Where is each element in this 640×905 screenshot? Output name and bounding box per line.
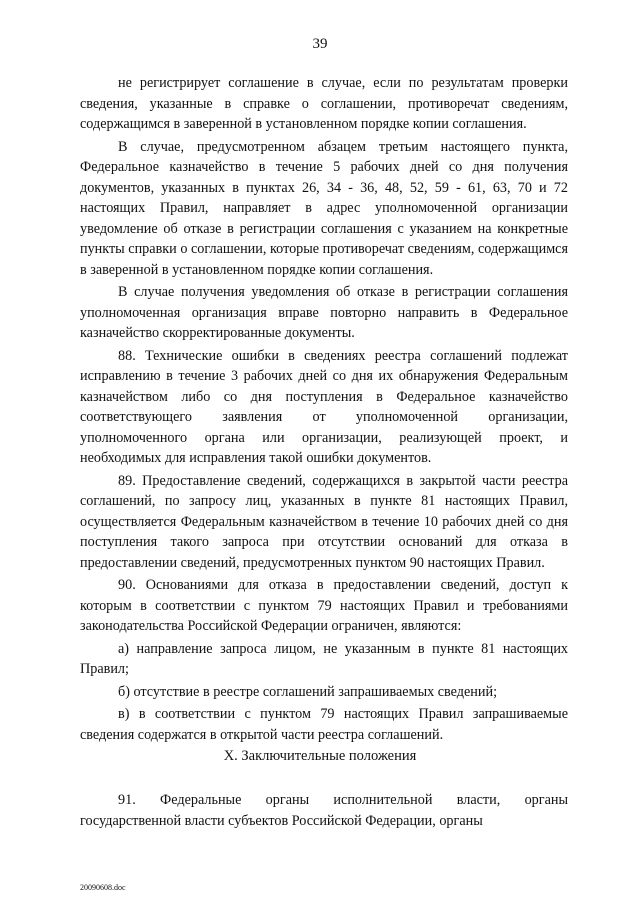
paragraph-continuation: не регистрирует соглашение в случае, если по результатам проверки сведения, указанные в справке о соглашении, противоречат сведениям, содержащимся в заверенной в установленном порядке копии соглашения. xyxy=(80,75,568,132)
document-tail xyxy=(80,790,568,832)
page-number: 39 xyxy=(312,36,328,52)
paragraph-90-a: а) направление запроса лицом, не указанным в пункте 81 настоящих Правил; xyxy=(80,640,568,677)
paragraph-90: 90. Основаниями для отказа в предоставлении сведений, доступ к которым в соответствии с пунктом 79 настоящих Правил и требованиями законодательства Российской Федерации ограничен, являются: xyxy=(80,577,568,634)
paragraph-refusal-notice: В случае, предусмотренном абзацем третьим настоящего пункта, Федеральное казначейство в течение 5 рабочих дней со дня получения документов, указанных в пунктах 26, 34 - 36, 48, 52, 59 - 61, 63, 70 и 72 настоящих Правил, направляет в адрес уполномоченной организации уведомление об отказе в регистрации соглашения с указанием на конкретные пункты справки о соглашении, которые противоречат сведениям, содержащимся в заверенной в установленном порядке копии соглашения. xyxy=(80,138,568,278)
footer-filename: 20090608.doc xyxy=(80,883,126,892)
paragraph-89: 89. Предоставление сведений, содержащихся в закрытой части реестра соглашений, по запросу лиц, указанных в пункте 81 настоящих Правил, осуществляется Федеральным казначейством в течение 10 рабочих дней со дня поступления такого запроса при отсутствии оснований для отказа в предоставлении сведений, предусмотренных пунктом 90 настоящих Правил. xyxy=(80,472,568,571)
document-body xyxy=(80,73,568,747)
paragraph-90-b: б) отсутствие в реестре соглашений запрашиваемых сведений; xyxy=(118,683,498,700)
paragraph-resubmission: В случае получения уведомления об отказе в регистрации соглашения уполномоченная организация вправе повторно направить в Федеральное казначейство скорректированные документы. xyxy=(80,284,568,341)
paragraph-90-c: в) в соответствии с пунктом 79 настоящих Правил запрашиваемые сведения содержатся в открытой части реестра соглашений. xyxy=(80,706,568,743)
section-title: X. Заключительные положения xyxy=(223,748,417,764)
paragraph-91: 91. Федеральные органы исполнительной власти, органы государственной власти субъектов Российской Федерации, органы xyxy=(80,792,568,829)
paragraph-88: 88. Технические ошибки в сведениях реестра соглашений подлежат исправлению в течение 3 рабочих дней со дня их обнаружения Федеральным казначейством либо со дня поступления в Федеральное казначейство соответствующего заявления от уполномоченной организации, уполномоченного органа или организации, реализующей проект, и необходимых для исправления такой ошибки документов. xyxy=(80,347,568,466)
